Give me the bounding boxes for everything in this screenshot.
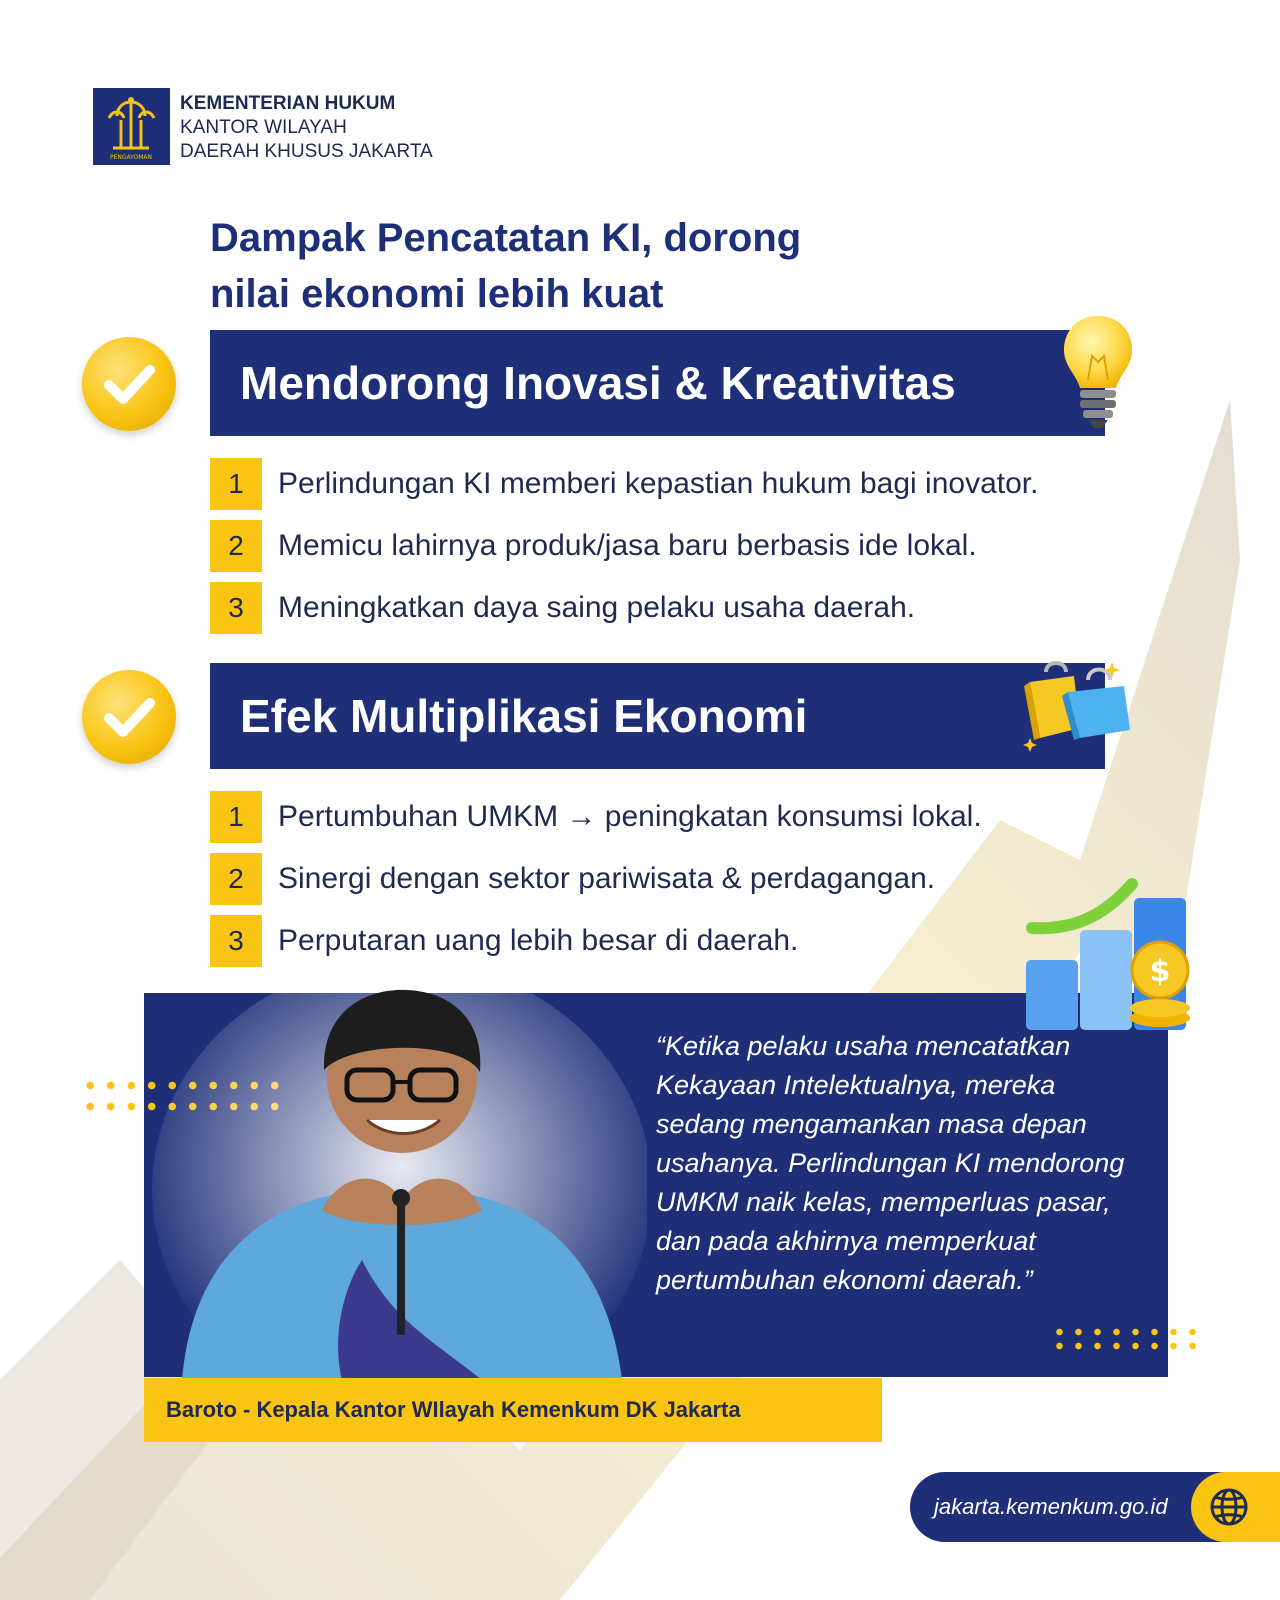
- item-number: 2: [210, 520, 262, 572]
- quote-text: “Ketika pelaku usaha mencatatkan Kekayaan Intelektualnya, mereka sedang mengamankan masa depan usahanya. Perlindungan KI mendorong UMKM naik kelas, memperluas pasar, dan pada akhirnya memperkuat pertumbuhan ekonomi daerah.”: [656, 1031, 1125, 1295]
- speaker-name: Baroto - Kepala Kantor WIlayah Kemenkum DK Jakarta: [166, 1397, 741, 1422]
- page-title: [210, 210, 910, 322]
- section-header-economy: [210, 663, 1105, 769]
- item-text: Memicu lahirnya produk/jasa baru berbasis ide lokal.: [278, 529, 977, 562]
- item-text: Perputaran uang lebih besar di daerah.: [278, 924, 799, 957]
- item-number: 1: [210, 791, 262, 843]
- decorative-dots: [1050, 1325, 1202, 1353]
- item-text: Pertumbuhan UMKM → peningkatan konsumsi lokal.: [278, 800, 982, 833]
- svg-text:PENGAYOMAN: PENGAYOMAN: [109, 154, 153, 161]
- globe-icon: [1191, 1472, 1280, 1542]
- speaker-attribution: [144, 1378, 882, 1442]
- org-name-line1: KEMENTERIAN HUKUM: [180, 93, 396, 114]
- item-number: 1: [210, 458, 262, 510]
- page-title-line2: nilai ekonomi lebih kuat: [210, 272, 664, 316]
- section-title: Efek Multiplikasi Ekonomi: [240, 690, 808, 742]
- lightbulb-icon: [1058, 310, 1138, 440]
- growth-chart-money-icon: [1022, 868, 1197, 1033]
- page-title-line1: Dampak Pencatatan KI, dorong: [210, 216, 802, 260]
- item-text: Sinergi dengan sektor pariwisata & perdagangan.: [278, 862, 936, 895]
- website-url[interactable]: jakarta.kemenkum.go.id: [934, 1494, 1168, 1519]
- item-text: Meningkatkan daya saing pelaku usaha daerah.: [278, 591, 916, 624]
- item-number: 3: [210, 915, 262, 967]
- pengayoman-emblem-icon: [93, 88, 170, 165]
- org-name-line3: DAERAH KHUSUS JAKARTA: [180, 141, 433, 162]
- org-name-line2: KANTOR WILAYAH: [180, 117, 347, 138]
- checkmark-icon: [82, 337, 176, 431]
- organization-name: [180, 92, 433, 164]
- shopping-bags-icon: [1022, 658, 1137, 753]
- item-number: 2: [210, 853, 262, 905]
- svg-text:$: $: [1149, 954, 1171, 989]
- section-header-innovation: [210, 330, 1105, 436]
- item-number: 3: [210, 582, 262, 634]
- checkmark-icon: [82, 670, 176, 764]
- globe-icon-container[interactable]: [1191, 1472, 1280, 1542]
- speaker-photo: [152, 960, 647, 1380]
- item-text: Perlindungan KI memberi kepastian hukum bagi inovator.: [278, 467, 1039, 500]
- section-title: Mendorong Inovasi & Kreativitas: [240, 357, 956, 409]
- ministry-logo: [93, 88, 170, 165]
